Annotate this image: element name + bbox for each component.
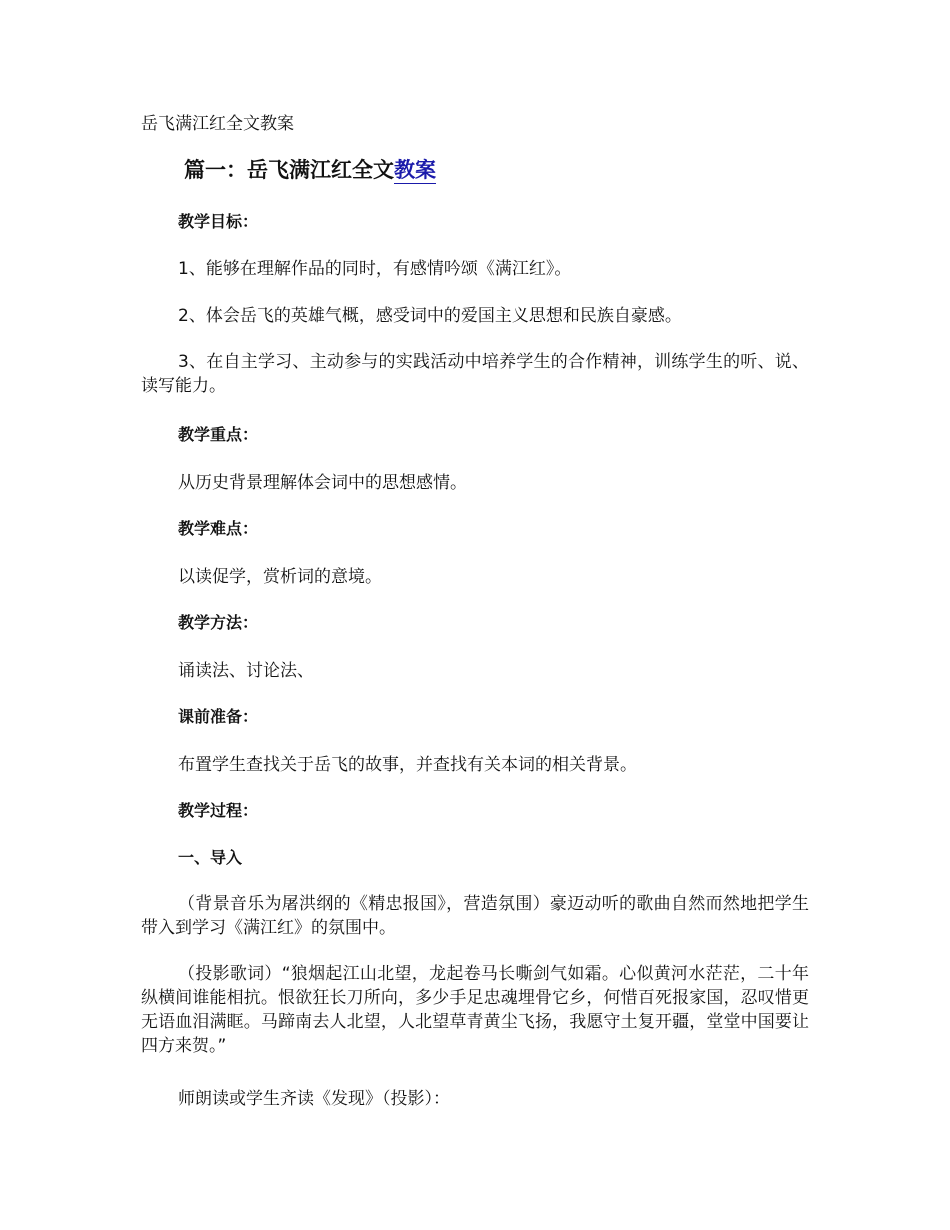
teaching-difficulty-heading: 教学难点：: [178, 519, 259, 538]
section-heading: [184, 156, 436, 184]
focus-paragraph: 从历史背景理解体会词中的思想感情。: [178, 473, 467, 493]
preparation-paragraph: 布置学生查找关于岳飞的故事，并查找有关本词的相关背景。: [178, 755, 637, 775]
teaching-focus-heading: 教学重点：: [178, 425, 259, 444]
teaching-process-heading: 教学过程：: [178, 801, 259, 820]
method-paragraph: 诵读法、讨论法、: [178, 661, 314, 681]
goal-2-paragraph: 2、体会岳飞的英雄气概，感受词中的爱国主义思想和民族自豪感。: [178, 306, 682, 326]
teaching-goals-heading: 教学目标：: [178, 212, 259, 231]
introduction-paragraph-1: （背景音乐为屠洪纲的《精忠报国》，营造氛围）豪迈动听的歌曲自然而然地把学生带入到学习《满江红》的氛围中。: [141, 894, 809, 938]
document-title: 岳飞满江红全文教案: [141, 114, 294, 134]
difficulty-paragraph: 以读促学，赏析词的意境。: [178, 567, 382, 587]
preparation-heading: 课前准备：: [178, 707, 259, 726]
goal-3-paragraph: 3、在自主学习、主动参与的实践活动中培养学生的合作精神，训练学生的听、说、读写能力。: [141, 352, 809, 396]
introduction-heading: 一、导入: [178, 848, 243, 867]
introduction-paragraph-2: （投影歌词）“狼烟起江山北望，龙起卷马长嘶剑气如霜。心似黄河水茫茫，二十年纵横间谁能相抗。恨欲狂长刀所向，多少手足忠魂埋骨它乡，何惜百死报家国，忍叹惜更无语血泪满眶。马蹄南去人北望，人北望草青黄尘飞扬，我愿守土复开疆，堂堂中国要让四方来贺。”: [141, 964, 809, 1056]
introduction-paragraph-3: 师朗读或学生齐读《发现》（投影）：: [178, 1089, 450, 1109]
teaching-method-heading: 教学方法：: [178, 613, 259, 632]
heading-link[interactable]: 教案: [394, 158, 436, 182]
goal-1-paragraph: 1、能够在理解作品的同时，有感情吟颂《满江红》。: [178, 259, 572, 279]
heading-text: 篇一：岳飞满江红全文: [184, 158, 394, 182]
